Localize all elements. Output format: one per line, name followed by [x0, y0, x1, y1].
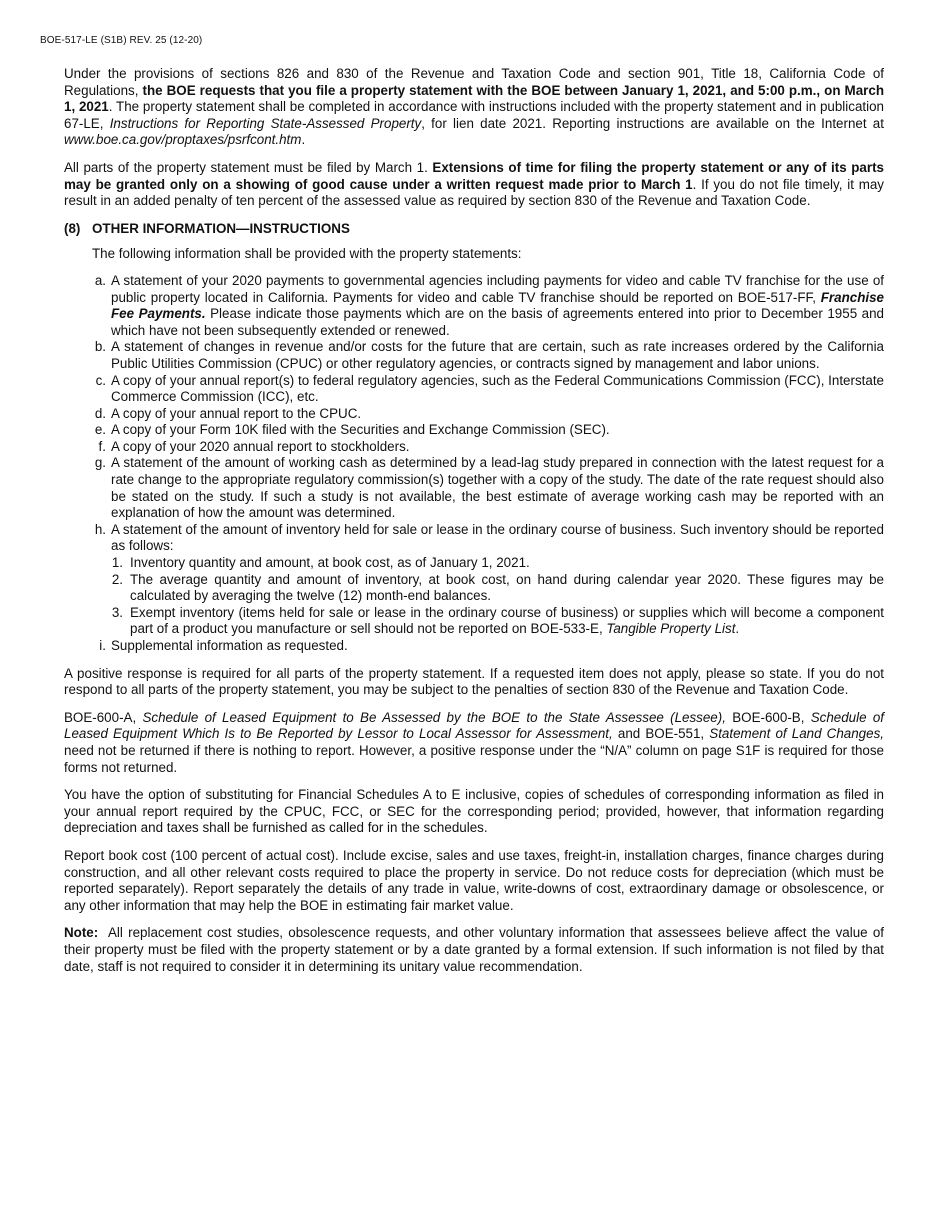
sublist-item-3	[111, 605, 884, 638]
extensions-paragraph	[64, 160, 884, 210]
text-span: . The property statement shall be completed in accordance with instructions included with the property statement and in publication 67-LE,	[64, 99, 884, 131]
item-label: 2.	[111, 571, 123, 587]
leased-equipment-paragraph	[64, 710, 884, 776]
bold-deadline-text: the BOE requests that you file a property statement with the BOE between January 1, 2021, and 5:00 p.m., on March 1, 2021	[64, 82, 884, 115]
item-label: f.	[98, 438, 106, 454]
form-title: Tangible Property List	[606, 621, 736, 637]
item-text: A copy of your annual report to the CPUC.	[111, 405, 362, 421]
sublist-item-1	[111, 555, 884, 572]
item-text: .	[735, 621, 740, 637]
note-paragraph	[64, 925, 884, 975]
form-title: Franchise Fee Payments.	[111, 289, 884, 322]
list-item-c	[92, 373, 884, 406]
section-title: OTHER INFORMATION—INSTRUCTIONS	[92, 220, 350, 236]
item-text: A copy of your 2020 annual report to stockholders.	[111, 438, 410, 454]
item-text: Please indicate those payments which are on the basis of agreements entered into prior to December 1955 and which have not been subsequently extended or renewed.	[111, 306, 885, 338]
list-item-b	[92, 339, 884, 372]
item-text: A statement of the amount of inventory held for sale or lease in the ordinary course of business. Such inventory should be reported as follows:	[111, 521, 884, 554]
website-url: www.boe.ca.gov/proptaxes/psrfcont.htm	[64, 132, 302, 148]
instruction-list	[92, 273, 884, 655]
item-text: A statement of your 2020 payments to governmental agencies including payments for video and cable TV franchise for the use of public property located in California. Payments for video and cable TV franchise should be reported on BOE-517-FF,	[111, 272, 884, 305]
publication-title: Instructions for Reporting State-Assessed Property	[109, 115, 422, 131]
text-span: BOE-600-B,	[725, 709, 811, 725]
form-title: Schedule of Leased Equipment to Be Assessed by the BOE to the State Assessee (Lessee),	[142, 709, 726, 725]
document-body	[64, 66, 884, 986]
list-item-i	[92, 638, 884, 655]
item-label: d.	[94, 405, 106, 421]
list-item-e	[92, 422, 884, 439]
item-label: b.	[94, 339, 106, 355]
item-label: g.	[94, 455, 106, 471]
list-item-a	[92, 273, 884, 339]
note-label: Note:	[64, 925, 99, 941]
text-span: need not be returned if there is nothing to report. However, a positive response under the “N/A” column on page S1F is required for those forms not returned.	[64, 742, 884, 775]
positive-response-paragraph: A positive response is required for all parts of the property statement. If a requested item does not apply, please so state. If you do not respond to all parts of the property statement, you may be subject to the penalties of section 830 of the Revenue and Taxation Code.	[64, 665, 884, 698]
list-item-h	[92, 522, 884, 638]
item-text: Supplemental information as requested.	[111, 638, 348, 653]
item-label: 3.	[111, 604, 123, 620]
note-text: All replacement cost studies, obsolescence requests, and other voluntary information that assessees believe affect the value of their property must be filed with the property statement or by a date granted by a formal extension. If such information is not filed by that date, staff is not required to consider it in determining its unitary value recommendation.	[64, 925, 884, 974]
section-intro: The following information shall be provided with the property statements:	[92, 246, 522, 262]
bold-extension-text: Extensions of time for filing the property statement or any of its parts may be granted only on a showing of good cause under a written request made prior to March 1	[64, 159, 884, 192]
item-label: c.	[95, 372, 106, 388]
item-text: Inventory quantity and amount, at book cost, as of January 1, 2021.	[130, 555, 530, 571]
text-span: .	[301, 132, 306, 148]
item-text: Exempt inventory (items held for sale or lease in the ordinary course of business) or supplies which will become a component part of a product you manufacture or sell should not be reported on BOE-533-E,	[130, 604, 884, 637]
form-title: Schedule of Leased Equipment Which Is to Be Reported by Lessor to Local Assessor for Assessment,	[64, 709, 885, 742]
section-number: (8)	[64, 220, 81, 236]
text-span: All parts of the property statement must be filed by March 1.	[64, 159, 433, 175]
item-text: A copy of your annual report(s) to federal regulatory agencies, such as the Federal Communications Commission (FCC), Interstate Commerce Commission (ICC), etc.	[111, 372, 884, 405]
section-heading	[64, 221, 884, 238]
inventory-sublist	[111, 555, 884, 638]
form-identifier: BOE-517-LE (S1B) REV. 25 (12-20)	[40, 35, 203, 46]
sublist-item-2	[111, 572, 884, 605]
item-text: The average quantity and amount of inventory, at book cost, on hand during calendar year 2020. These figures may be calculated by averaging the twelve (12) month-end balances.	[130, 571, 884, 604]
item-label: h.	[94, 521, 106, 537]
text-span: and BOE-551,	[612, 726, 710, 742]
item-label: 1.	[111, 555, 123, 571]
filing-requirements-paragraph	[64, 66, 884, 149]
item-label: e.	[94, 422, 106, 438]
list-item-g	[92, 455, 884, 521]
list-item-f	[92, 439, 884, 456]
list-item-d	[92, 406, 884, 423]
item-text: A statement of changes in revenue and/or costs for the future that are certain, such as rate increases ordered by the California Public Utilities Commission (CPUC) or other regulatory agencies, or contracts signed by management and labor unions.	[111, 339, 884, 371]
book-cost-paragraph: Report book cost (100 percent of actual cost). Include excise, sales and use taxes, freight-in, installation charges, finance charges during construction, and all other relevant costs required to place the property in service. Do not reduce costs for depreciation (which must be reported separately). Report separately the details of any trade in value, write-downs of cost, extraordinary damage or obsolescence, or any other information that may help the BOE in estimating fair market value.	[64, 847, 884, 913]
text-span: BOE-600-A,	[64, 709, 143, 725]
text-span: , for lien date 2021. Reporting instructions are available on the Internet at	[421, 115, 884, 131]
form-title: Statement of Land Changes,	[709, 726, 884, 742]
item-text: A copy of your Form 10K filed with the Securities and Exchange Commission (SEC).	[111, 422, 610, 438]
text-span: . If you do not file timely, it may result in an added penalty of ten percent of the assessed value as required by section 830 of the Revenue and Taxation Code.	[64, 176, 885, 209]
item-label: i.	[99, 638, 106, 653]
item-text: A statement of the amount of working cash as determined by a lead-lag study prepared in connection with the latest request for a rate change to the appropriate regulatory commission(s) together with a copy of the study. The date of the rate request should also be stated on the study. If such a study is not available, the best estimate of average working cash may be reported with an explanation of how the amount was determined.	[111, 455, 884, 521]
text-span: Under the provisions of sections 826 and 830 of the Revenue and Taxation Code and section 901, Title 18, California Code of Regulations,	[64, 66, 884, 98]
financial-schedules-paragraph: You have the option of substituting for Financial Schedules A to E inclusive, copies of schedules of corresponding information as filed in your annual report required by the CPUC, FCC, or SEC for the corresponding period; provided, however, that information regarding depreciation and taxes shall be furnished as called for in the schedules.	[64, 787, 884, 836]
item-label: a.	[94, 272, 106, 288]
